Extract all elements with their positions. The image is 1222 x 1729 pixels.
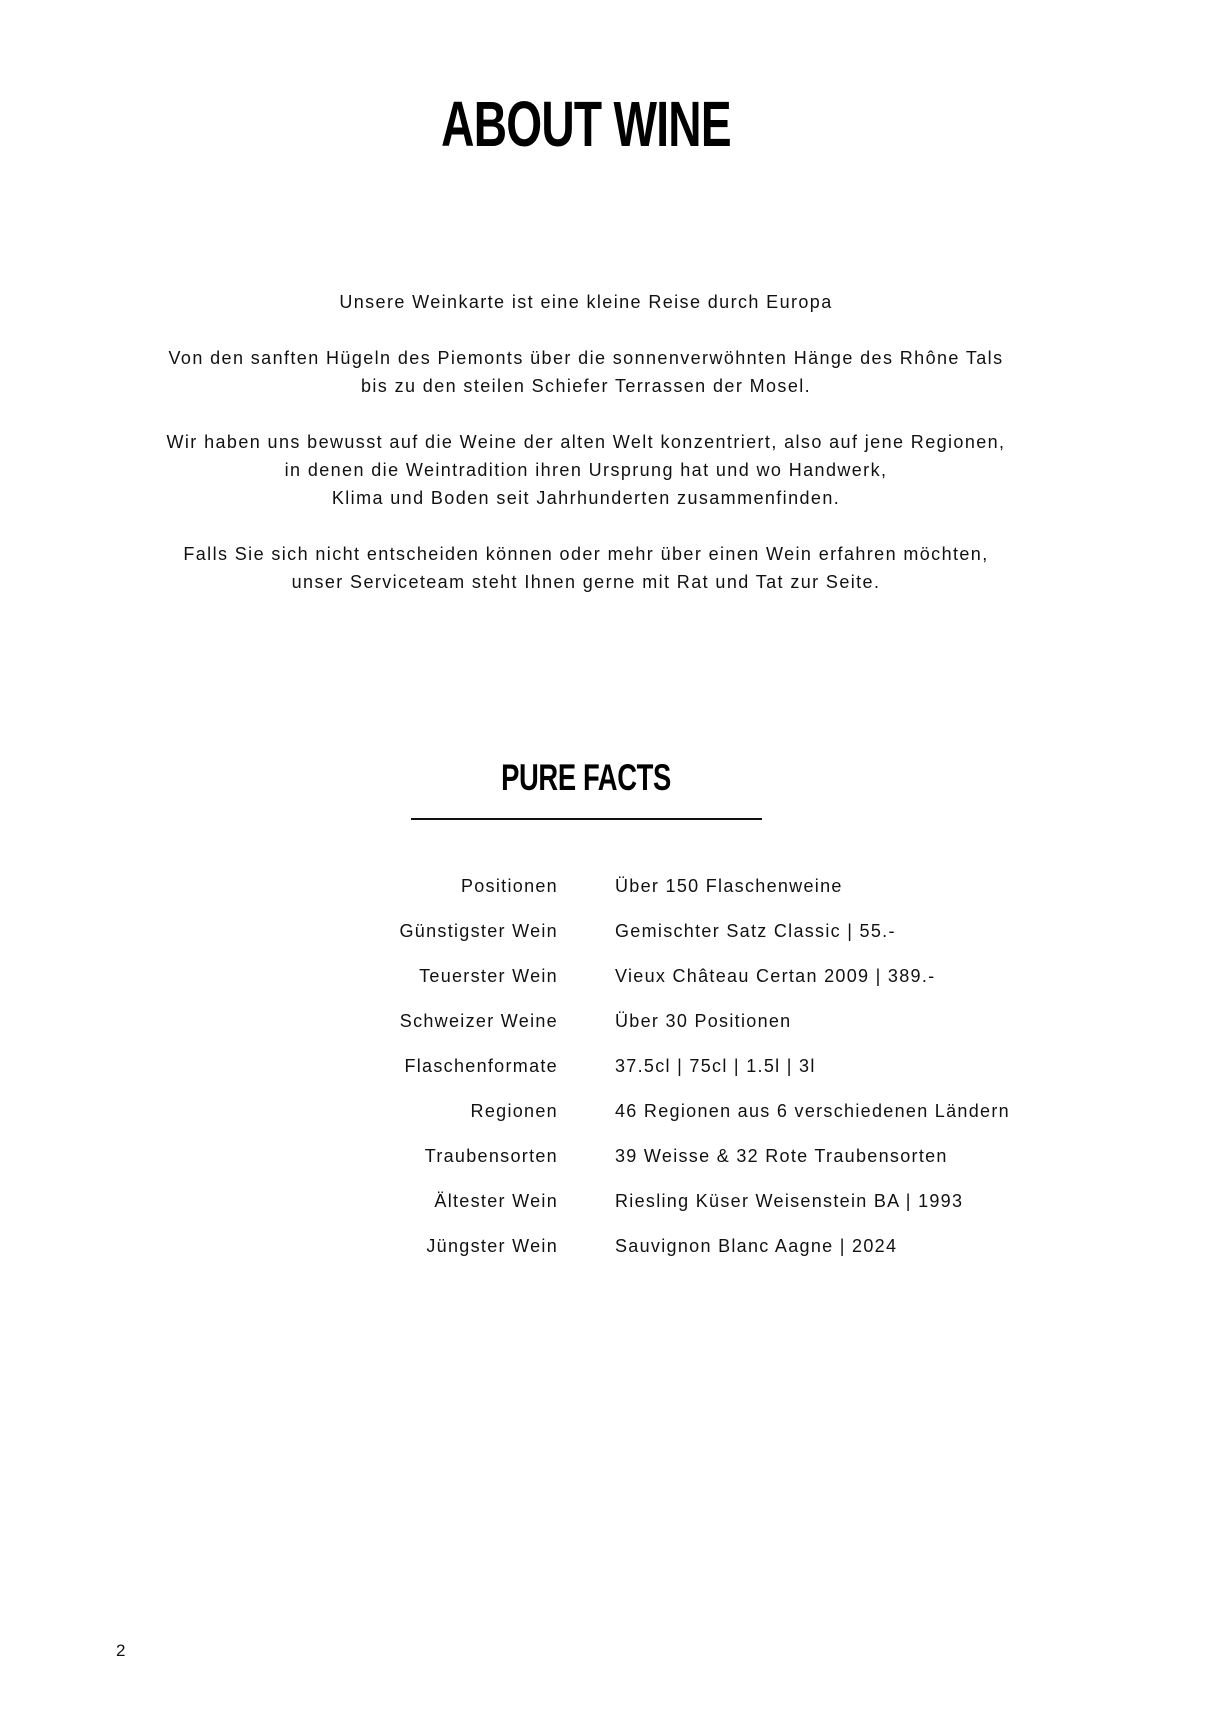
fact-row xyxy=(0,1053,1172,1098)
intro-line: bis zu den steilen Schiefer Terrassen der Mosel. xyxy=(360,376,812,396)
fact-label: Positionen xyxy=(460,876,558,896)
fact-row xyxy=(0,873,1172,918)
fact-row xyxy=(0,963,1172,1008)
intro-line: Von den sanften Hügeln des Piemonts über die sonnenverwöhnten Hänge des Rhône Tals xyxy=(168,348,1004,368)
intro-line: Unsere Weinkarte ist eine kleine Reise durch Europa xyxy=(339,292,833,312)
fact-label: Traubensorten xyxy=(424,1146,558,1166)
intro-line: unser Serviceteam steht Ihnen gerne mit Rat und Tat zur Seite. xyxy=(291,572,881,592)
fact-value: 37.5cl | 75cl | 1.5l | 3l xyxy=(615,1056,816,1076)
fact-value: Gemischter Satz Classic | 55.- xyxy=(615,921,896,941)
intro-text xyxy=(0,288,1172,624)
fact-label: Flaschenformate xyxy=(404,1056,558,1076)
fact-value: Über 30 Positionen xyxy=(615,1011,792,1031)
facts-table xyxy=(0,873,1172,1278)
fact-label: Schweizer Weine xyxy=(399,1011,558,1031)
fact-value: 46 Regionen aus 6 verschiedenen Ländern xyxy=(615,1101,1010,1121)
fact-value: Vieux Château Certan 2009 | 389.- xyxy=(615,966,936,986)
intro-line: in denen die Weintradition ihren Ursprung hat und wo Handwerk, xyxy=(284,460,888,480)
facts-title: PURE FACTS xyxy=(501,757,671,798)
fact-value: Riesling Küser Weisenstein BA | 1993 xyxy=(615,1191,964,1211)
fact-row xyxy=(0,918,1172,963)
intro-line: Falls Sie sich nicht entscheiden können oder mehr über einen Wein erfahren möchten, xyxy=(183,544,989,564)
fact-label: Regionen xyxy=(470,1101,558,1121)
intro-line: Klima und Boden seit Jahrhunderten zusammenfinden. xyxy=(331,488,841,508)
intro-paragraph xyxy=(0,344,1172,400)
fact-value: Über 150 Flaschenweine xyxy=(615,876,843,896)
fact-value: Sauvignon Blanc Aagne | 2024 xyxy=(615,1236,898,1256)
fact-row xyxy=(0,1143,1172,1188)
fact-label: Günstigster Wein xyxy=(399,921,558,941)
fact-label: Jüngster Wein xyxy=(426,1236,558,1256)
fact-row xyxy=(0,1188,1172,1233)
page-number: 2 xyxy=(116,1641,126,1660)
fact-row xyxy=(0,1008,1172,1053)
fact-row xyxy=(0,1233,1172,1278)
fact-value: 39 Weisse & 32 Rote Traubensorten xyxy=(615,1146,948,1166)
fact-label: Ältester Wein xyxy=(434,1191,558,1211)
fact-row xyxy=(0,1098,1172,1143)
intro-paragraph xyxy=(0,428,1172,512)
facts-divider xyxy=(411,818,762,820)
fact-label: Teuerster Wein xyxy=(419,966,558,986)
page-title: ABOUT WINE xyxy=(441,88,731,160)
intro-paragraph xyxy=(0,540,1172,596)
intro-line: Wir haben uns bewusst auf die Weine der alten Welt konzentriert, also auf jene Regionen, xyxy=(166,432,1006,452)
intro-paragraph xyxy=(0,288,1172,316)
